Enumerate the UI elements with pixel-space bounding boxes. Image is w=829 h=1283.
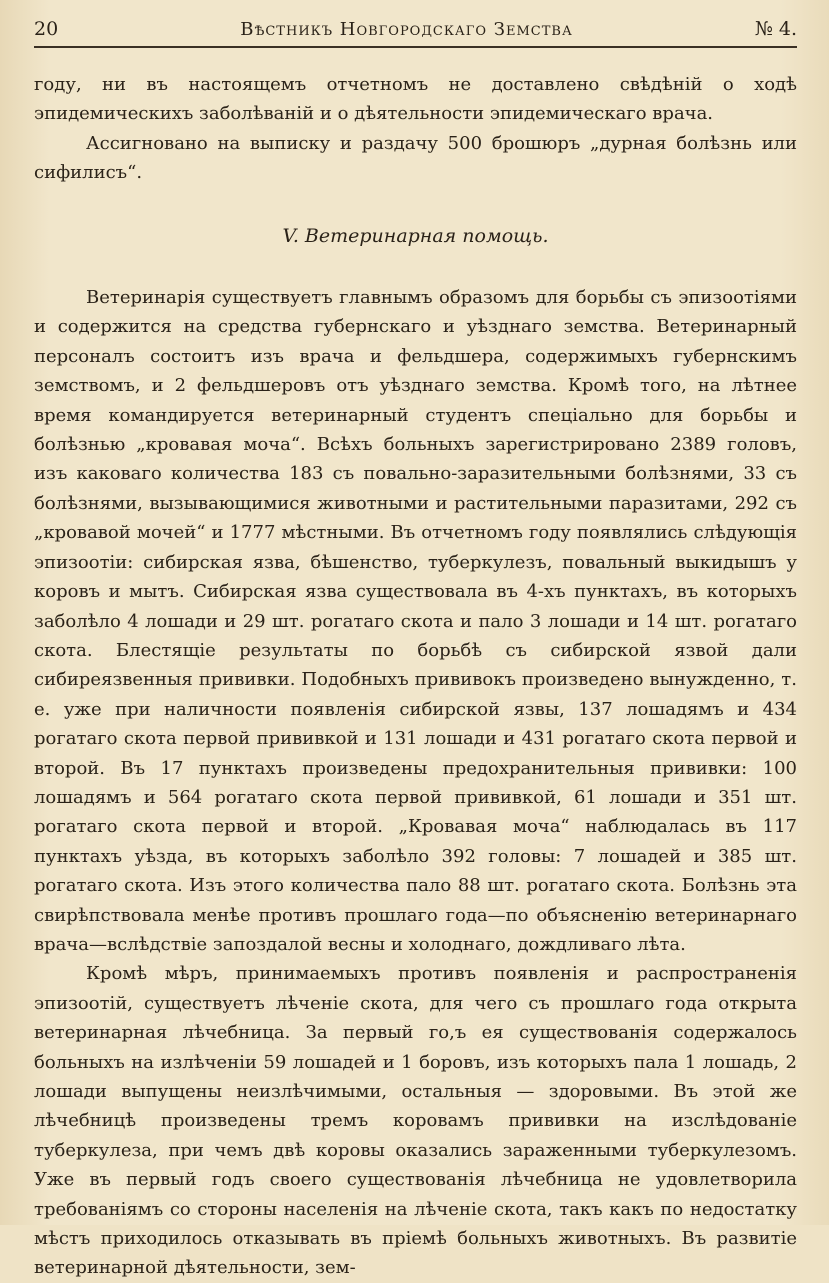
section-heading: V. Ветеринарная помощь. [282, 224, 549, 247]
running-header [34, 18, 797, 48]
paragraph-continuation: году, ни въ настоящемъ отчетномъ не доставлено свѣдѣній о ходѣ эпидемическихъ заболѣваній и о дѣятельности эпидемическаго врача. [34, 74, 797, 125]
paragraph-brochures: Ассигновано на выписку и раздачу 500 брошюръ „дурная болѣзнь или сифилисъ“. [34, 132, 797, 184]
page-body [34, 70, 797, 1283]
journal-title: Вѣстникъ Новгородскаго Земства [240, 19, 573, 40]
paragraph-treatment: Кромѣ мѣръ, принимаемыхъ противъ появленія и распространенія эпизоотій, существуетъ лѣченіе скота, для чего съ прошлаго года открыта ветеринарная лѣчебница. За первый го,ъ ея существованія содержалось больныхъ на излѣченіи 59 лошадей и 1 боровъ, изъ которыхъ пала 1 лошадь, 2 лошади выпущены неизлѣчимыми, остальныя — здоровыми. Въ этой же лѣчебницѣ произведены тремъ коровамъ прививки на изслѣдованіе туберкулеза, при чемъ двѣ коровы оказались зараженными туберкулезомъ. Уже въ первый годъ своего существованія лѣчебница не удовлетворила требованіямъ со стороны населенія на лѣченіе скота, такъ какъ по недостатку мѣстъ приходилось отказывать въ пріемѣ больныхъ животныхъ. Въ развитіе ветеринарной дѣятельности, зем- [34, 963, 797, 1279]
issue-number: № 4. [754, 18, 797, 40]
paragraph-veterinary: Ветеринарія существуетъ главнымъ образомъ для борьбы съ эпизоотіями и содержится на средства губернскаго и уѣзднаго земства. Ветеринарный персоналъ состоитъ изъ врача и фельдшера, содержимыхъ губернскимъ земствомъ, и 2 фельдшеровъ отъ уѣзднаго земства. Кромѣ того, на лѣтнее время командируется ветеринарный студентъ спеціально для борьбы и болѣзнью „кровавая моча“. Всѣхъ больныхъ зарегистрировано 2389 головъ, изъ каковаго количества 183 съ повально-заразительными болѣзнями, 33 съ болѣзнями, вызывающимися животными и растительными паразитами, 292 съ „кровавой мочей“ и 1777 мѣстными. Въ отчетномъ году появлялись слѣдующія эпизоотіи: сибирская язва, бѣшенство, туберкулезъ, повальный выкидышъ у коровъ и мытъ. Сибирская язва существовала въ 4-хъ пунктахъ, въ которыхъ заболѣло 4 лошади и 29 шт. рогатаго скота и пало 3 лошади и 14 шт. рогатаго скота. Блестящіе результаты по борьбѣ съ сибирской язвой дали сибиреязвенныя прививки. Подобныхъ прививокъ произведено вынужденно, т. е. уже при наличности появленія сибирской язвы, 137 лошадямъ и 434 рогатаго скота первой прививкой и 131 лошади и 431 рогатаго скота первой и второй. Въ 17 пунктахъ произведены предохранительныя прививки: 100 лошадямъ и 564 рогатаго скота первой прививкой, 61 лошади и 351 шт. рогатаго скота первой и второй. „Кровавая моча“ наблюдалась въ 117 пунктахъ уѣзда, въ которыхъ заболѣло 392 головы: 7 лошадей и 385 шт. рогатаго скота. Изъ этого количества пало 88 шт. рогатаго скота. Болѣзнь эта свирѣпствовала менѣе противъ прошлаго года—по объясненію ветеринарнаго врача—вслѣдствіе запоздалой весны и холоднаго, дождливаго лѣта. [34, 287, 797, 955]
page-number: 20 [34, 18, 59, 40]
